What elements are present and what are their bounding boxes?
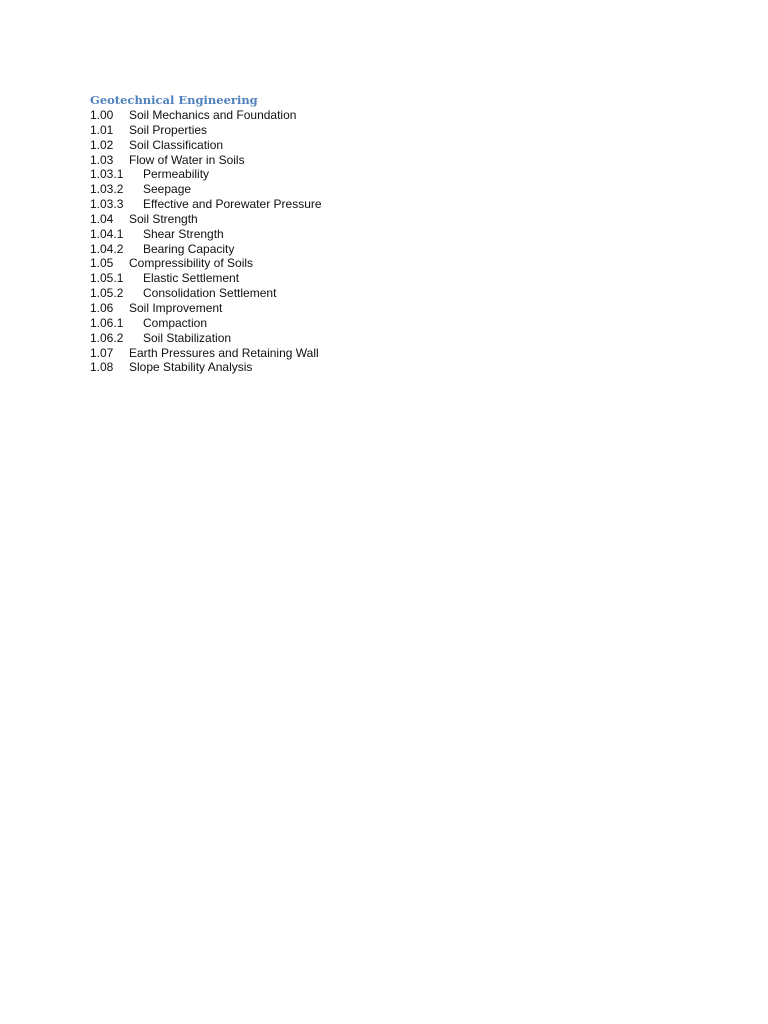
toc-entry: [90, 331, 490, 346]
toc-entry: [90, 167, 490, 182]
toc-entry-text: Soil Mechanics and Foundation: [129, 108, 297, 122]
toc-entry: [90, 242, 490, 257]
toc-entry-number: 1.03.1: [90, 167, 124, 182]
toc-entry-number: 1.04: [90, 211, 114, 226]
toc-entry-text: Earth Pressures and Retaining Wall: [129, 345, 319, 360]
toc-entry-text: Soil Properties: [129, 122, 208, 137]
toc-entry: [90, 108, 490, 123]
toc-entry-number: 1.01: [90, 122, 114, 137]
toc-entry-number: 1.06.2: [90, 330, 124, 345]
toc-entry-text: Slope Stability Analysis: [129, 360, 253, 375]
toc-entry-text: Flow of Water in Soils: [129, 152, 245, 167]
toc-entry-text: Consolidation Settlement: [143, 286, 277, 301]
toc-entry: [90, 301, 490, 316]
toc-entry-text: Seepage: [143, 182, 192, 197]
toc-entry-number: 1.05: [90, 256, 114, 271]
toc-entry: [90, 197, 490, 212]
toc-entry: [90, 153, 490, 168]
toc-entry-text: Soil Stabilization: [143, 330, 232, 345]
toc-entry: [90, 316, 490, 331]
document-title: Geotechnical Engineering: [90, 93, 258, 107]
toc-entry-text: Soil Strength: [129, 211, 198, 226]
toc-entry: [90, 123, 490, 138]
toc-entry: [90, 212, 490, 227]
toc-entry: [90, 138, 490, 153]
toc-entry: [90, 256, 490, 271]
toc-entry-number: 1.07: [90, 345, 114, 360]
toc-entry-number: 1.06.1: [90, 315, 124, 330]
toc-entry: [90, 360, 490, 375]
toc-entry-text: Shear Strength: [143, 226, 224, 241]
toc-entry-number: 1.05.1: [90, 271, 124, 286]
toc-entry-number: 1.04.1: [90, 226, 124, 241]
toc-entry-text: Elastic Settlement: [143, 271, 240, 286]
toc-entry-text: Effective and Porewater Pressure: [143, 197, 322, 212]
toc-entry-number: 1.02: [90, 137, 114, 152]
toc-entry-number: 1.06: [90, 300, 114, 315]
toc-entry: [90, 346, 490, 361]
toc-entry-number: 1.03: [90, 152, 114, 167]
toc-entry-text: Soil Classification: [129, 137, 224, 152]
toc-entry-text: Compressibility of Soils: [129, 256, 254, 271]
toc-entry-number: 1.08: [90, 360, 114, 375]
toc-entry-number: 1.04.2: [90, 241, 124, 256]
toc-entry: [90, 271, 490, 286]
table-of-contents: [90, 108, 490, 375]
toc-entry-text: Soil Improvement: [129, 300, 223, 315]
toc-entry-text: Permeability: [143, 167, 210, 182]
toc-entry-number: 1.05.2: [90, 286, 124, 301]
toc-entry: [90, 227, 490, 242]
toc-entry: [90, 182, 490, 197]
toc-entry-number: 1.00: [90, 108, 114, 122]
toc-entry-number: 1.03.3: [90, 197, 124, 212]
toc-entry: [90, 286, 490, 301]
toc-entry-text: Compaction: [143, 315, 208, 330]
toc-entry-text: Bearing Capacity: [143, 241, 235, 256]
toc-entry-number: 1.03.2: [90, 182, 124, 197]
